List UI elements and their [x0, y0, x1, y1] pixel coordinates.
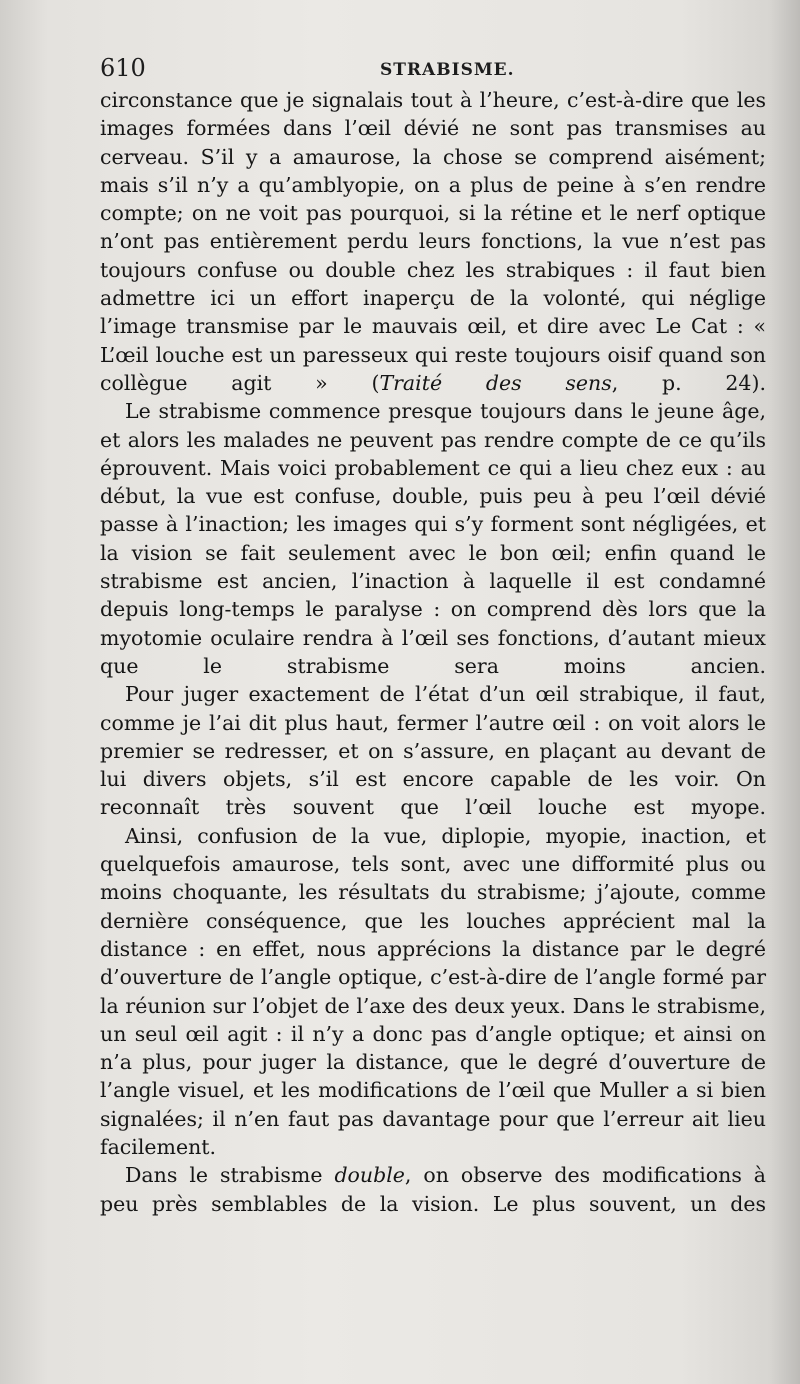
- page-edge-shadow: [770, 0, 800, 1384]
- paragraph-5-text: Dans le strabisme: [125, 1163, 335, 1188]
- paragraph-2-text: Le strabisme commence presque toujours dans le jeune âge, et alors les malades ne peuvent pas rendre compte de ce qu’ils éprouvent. Mais voici probablement ce qui a lieu chez eux : au début, la vue est confuse, double, puis peu à peu l’œil dévié passe à l’inaction; les images qui s’y forment sont négligées, et la vision se fait seulement avec le bon œil; enfin quand le strabisme est ancien, l’inaction à laquelle il est condamné depuis long-temps le paralyse : on comprend dès lors que la myotomie oculaire rendra à l’œil ses fonctions, d’autant mieux que le strabisme sera moins ancien.: [100, 399, 766, 678]
- paragraph-3-text: Pour juger exactement de l’état d’un œil strabique, il faut, comme je l’ai dit plus haut, fermer l’autre œil : on voit alors le premier se redresser, et on s’assure, en plaçant au devant de lui divers objets, s’il est encore capable de les voir. On reconnaît très souvent que l’œil louche est myope.: [100, 682, 766, 820]
- paragraph-1-text: circonstance que je signalais tout à l’heure, c’est-à-dire que les images formées dans l’œil dévié ne sont pas transmises au cerveau. S’il y a amaurose, la chose se comprend aisément; mais s’il n’y a qu’amblyopie, on a plus de peine à s’en rendre compte; on ne voit pas pourquoi, si la rétine et le nerf optique n’ont pas entièrement perdu leurs fonctions, la vue n’est pas toujours confuse ou double chez les strabiques : il faut bien admettre ici un effort inaperçu de la volonté, qui néglige l’image transmise par le mauvais œil, et dire avec Le Cat : « L’œil louche est un paresseux qui reste toujours oisif quand son collègue agit » (: [100, 88, 766, 395]
- paragraph-4: [100, 822, 766, 1162]
- paragraph-5: [100, 1161, 766, 1218]
- paragraph-5-emphasis: double: [334, 1163, 405, 1188]
- paragraph-1: [100, 86, 766, 397]
- paragraph-1-text-end: , p. 24).: [611, 370, 766, 395]
- paragraph-5-text-end: , on observe des modifications à peu près semblables de la vision. Le plus souvent, un des: [100, 1163, 766, 1216]
- paragraph-4-text: Ainsi, confusion de la vue, diplopie, myopie, inaction, et quelquefois amaurose, tels sont, avec une difformité plus ou moins choquante, les résultats du strabisme; j’ajoute, comme dernière conséquence, que les louches apprécient mal la distance : en effet, nous apprécions la distance par le degré d’ouverture de l’angle optique, c’est-à-dire de l’angle formé par la réunion sur l’objet de l’axe des deux yeux. Dans le strabisme, un seul œil agit : il n’y a donc pas d’angle optique; et ainsi on n’a plus, pour juger la distance, que le degré d’ouverture de l’angle visuel, et les modifications de l’œil que Muller a si bien signalées; il n’en faut pas davantage pour que l’erreur ait lieu facilement.: [100, 823, 766, 1159]
- body-text: [100, 86, 766, 1218]
- paragraph-2: [100, 397, 766, 680]
- paragraph-1-citation-title: Traité des sens: [379, 370, 612, 395]
- page-number: 610: [100, 54, 146, 82]
- running-title: STRABISME.: [380, 60, 515, 80]
- paragraph-3: [100, 680, 766, 821]
- page-header: [100, 54, 760, 86]
